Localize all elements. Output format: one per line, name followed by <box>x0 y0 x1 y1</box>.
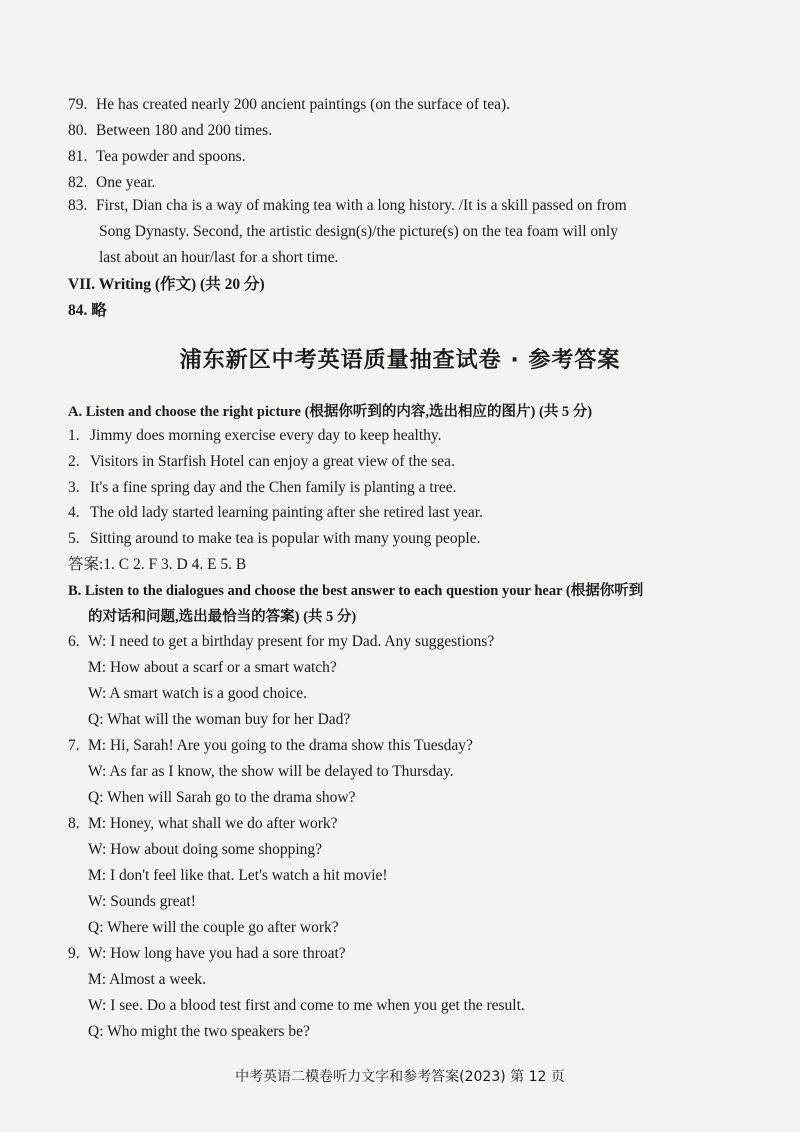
section-b-heading-line1: B. Listen to the dialogues and choose the best answer to each question your hear (根据你听到 <box>68 583 644 599</box>
dialogue-9-line-2: M: Almost a week. <box>88 971 206 988</box>
section-a-item-3: 3. It's a fine spring day and the Chen family is planting a tree. <box>68 479 457 496</box>
answer-82: 82. One year. <box>68 174 156 191</box>
section-a-item-2: 2. Visitors in Starfish Hotel can enjoy a great view of the sea. <box>68 453 455 470</box>
dialogue-9-line-3: W: I see. Do a blood test first and come to me when you get the result. <box>88 997 525 1014</box>
dialogue-6-line-1: 6. W: I need to get a birthday present for my Dad. Any suggestions? <box>68 633 495 650</box>
section-a-item-5: 5. Sitting around to make tea is popular with many young people. <box>68 530 481 547</box>
dialogue-9-line-1: 9. W: How long have you had a sore throat? <box>68 945 346 962</box>
dialogue-7-line-1: 7. M: Hi, Sarah! Are you going to the drama show this Tuesday? <box>68 737 473 754</box>
section-a-item-1: 1. Jimmy does morning exercise every day to keep healthy. <box>68 427 442 444</box>
dialogue-9-question: Q: Who might the two speakers be? <box>88 1023 310 1040</box>
section-a-answers: 答案:1. C 2. F 3. D 4. E 5. B <box>68 556 247 573</box>
answer-81: 81. Tea powder and spoons. <box>68 148 246 165</box>
dialogue-7-line-2: W: As far as I know, the show will be delayed to Thursday. <box>88 763 454 780</box>
dialogue-6-line-2: M: How about a scarf or a smart watch? <box>88 659 337 676</box>
dialogue-8-line-4: W: Sounds great! <box>88 893 196 910</box>
dialogue-6-question: Q: What will the woman buy for her Dad? <box>88 711 351 728</box>
section-b-heading-line2: 的对话和问题,选出最恰当的答案) (共 5 分) <box>88 609 357 625</box>
answer-80: 80. Between 180 and 200 times. <box>68 122 273 139</box>
page-footer: 中考英语二模卷听力文字和参考答案(2023) 第 12 页 <box>235 1069 565 1085</box>
dialogue-8-line-1: 8. M: Honey, what shall we do after work? <box>68 815 338 832</box>
section-a-item-4: 4. The old lady started learning painting after she retired last year. <box>68 504 483 521</box>
dialogue-8-line-2: W: How about doing some shopping? <box>88 841 323 858</box>
answer-83-line2: Song Dynasty. Second, the artistic design(s)/the picture(s) on the tea foam will only <box>99 223 618 240</box>
answer-83: 83. First, Dian cha is a way of making tea with a long history. /It is a skill passed on from <box>68 197 627 214</box>
answer-79: 79. He has created nearly 200 ancient paintings (on the surface of tea). <box>68 96 511 113</box>
section-a-heading: A. Listen and choose the right picture (根据你听到的内容,选出相应的图片) (共 5 分) <box>68 404 593 420</box>
writing-heading: VII. Writing (作文) (共 20 分) <box>68 276 265 293</box>
answer-83-line3: last about an hour/last for a short time. <box>99 249 339 266</box>
dialogue-8-question: Q: Where will the couple go after work? <box>88 919 339 936</box>
page-title: 浦东新区中考英语质量抽查试卷 · 参考答案 <box>179 348 621 373</box>
dialogue-8-line-3: M: I don't feel like that. Let's watch a hit movie! <box>88 867 388 884</box>
dialogue-7-question: Q: When will Sarah go to the drama show? <box>88 789 356 806</box>
answer-84: 84. 略 <box>68 302 107 319</box>
dialogue-6-line-3: W: A smart watch is a good choice. <box>88 685 307 702</box>
